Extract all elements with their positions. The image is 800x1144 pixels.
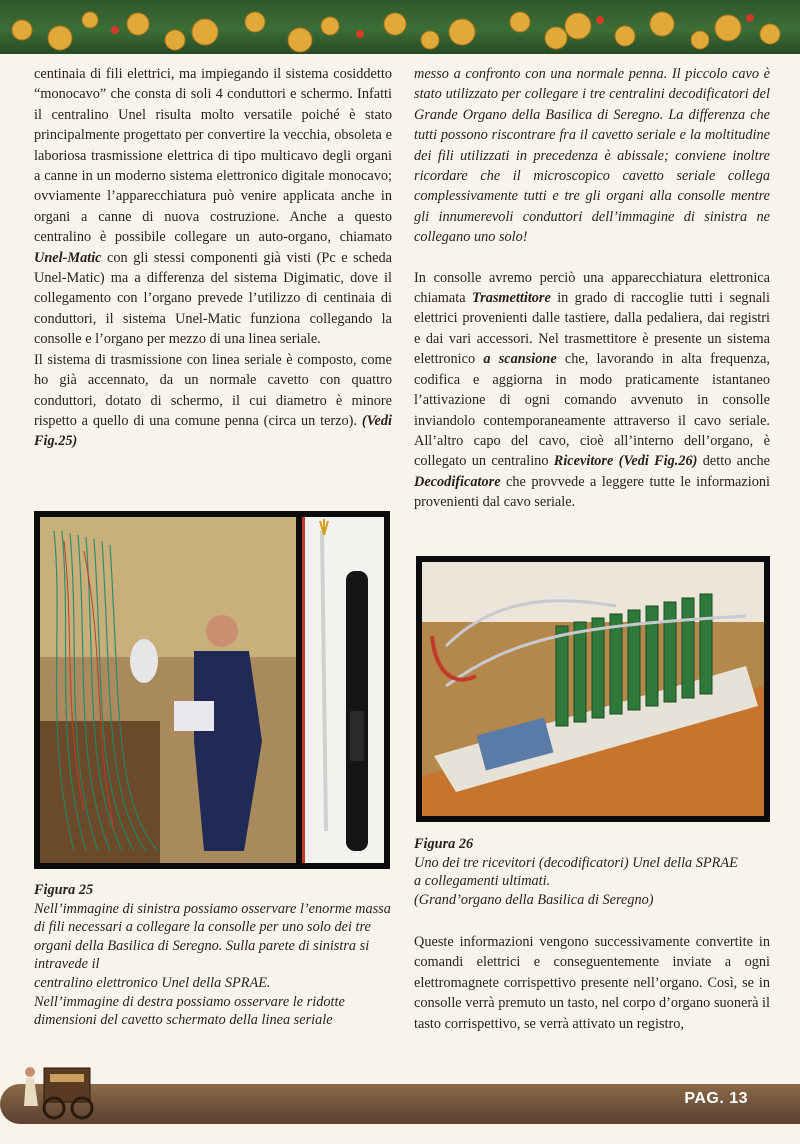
organ-carriage-icon (14, 1054, 98, 1122)
paragraph-conversion: Queste informazioni vengono successivamente convertite in comandi elettrici e conseguentemente inviate a ogni elettromagnete corrispettivo presente nell’organo. Così, se in consolle verrà premuto un tasto, nel corpo d’organo suonerà il tasto corrispettivo, se verrà attivato un registro, (414, 934, 770, 1032)
figure26-photo-illustration (416, 556, 770, 822)
figure26-caption-line: (Grand’organo della Basilica di Seregno) (414, 891, 654, 908)
figure26-caption-line: Uno dei tre ricevitori (decodificatori) Unel della SPRAE (414, 854, 738, 871)
figure25-title: Figura 25 (34, 882, 94, 898)
paragraph-transmitter: In consolle avremo perciò una apparecchiatura elettronica chiamata Trasmettitore in grado di raccoglie tutti i segnali elettrici provenienti dalle tastiere, dalla pedaliera, dai registri e dai vari accessori. Nel trasmettitore è presente un sistema elettronico a scansione che, lavorando in alta frequenza, codifica e aggiorna in modo praticamente istantaneo l’attivazione di ogni comando avvenuto in consolle inviandolo contemporaneamente attraverso il cavo seriale. All’altro capo del cavo, cioè all’interno dell’organo, è collegato un centralino Ricevitore (Vedi Fig.26) detto anche Decodificatore che provvede a leggere tutte le informazioni provenienti dal cavo seriale. (414, 269, 771, 511)
figure25-photo (34, 511, 390, 869)
figure25-caption-continued: messo a confronto con una normale penna. Il piccolo cavo è stato utilizzato per collegare i tre centralini decodificatori del Grande Organo della Basilica di Seregno. La differenza che tutti possono riscontrare fra il cavetto seriale e la moltitudine dei fili utilizzati in precedenza è abissale; conviene inoltre ricordare che il microscopico cavetto seriale collega complessivamente tutti e tre gli organi alla consolle mentre gli innumerevoli conduttori dell’immagine di sinistra ne collegano uno solo! (414, 66, 770, 246)
paragraph-serial-line: Il sistema di trasmissione con linea seriale è composto, come ho già accennato, da un normale cavetto con quattro conduttori, dotato di schermo, il cui diametro è minore rispetto a quello di una comune penna (circa un terzo). (Vedi Fig.25) (34, 351, 392, 450)
figure26-caption-line: a collegamenti ultimati. (414, 873, 551, 890)
figure25-caption-line: Nell’immagine di sinistra possiamo osservare l’enorme massa di fili necessari a collegare la consolle per uno solo dei tre organi della Basilica di Seregno. Sulla parete di sinistra si intravede il (34, 900, 391, 973)
term-ricevitore: Ricevitore (Vedi Fig.26) (553, 453, 698, 470)
page-number: PAG. 13 (684, 1090, 748, 1107)
figure25-caption-line: Nell’immagine di destra possiamo osservare le ridotte dimensioni del cavetto schermato della linea seriale (34, 993, 345, 1029)
right-text-column (414, 64, 770, 513)
term-unel-matic: Unel-Matic (34, 249, 102, 266)
term-trasmettitore: Trasmettitore (471, 290, 551, 307)
figure25-caption (34, 881, 394, 1030)
right-text-bottom (414, 932, 770, 1034)
paragraph-unel-intro: centinaia di fili elettrici, ma impiegando il sistema cosiddetto “monocavo” che consta di soli 4 conduttori e schermo. Infatti il centralino Unel risulta molto versatile poiché è stato principalmente progettato per convertire la vecchia, obsoleta e laboriosa trasmissione elettrica di tipo multicavo degli organi a canne in un moderno sistema elettronico digitale monocavo; ovviamente l’apparecchiatura può venire applicata anche in organi a canne di nuova costruzione. Anche a questo centralino è possibile collegare un auto-organo, chiamato Unel-Matic con gli stessi componenti già visti (Pc e scheda Unel-Matic) ma a differenza del sistema Digimatic, dove il collegamento con l’organo prevede l’utilizzo di centinaia di conduttori, il sistema Unel-Matic funziona collegando la consolle e l’organo per mezzo di una linea seriale. (34, 66, 392, 348)
figure26-title: Figura 26 (414, 836, 474, 852)
fig25-reference: (Vedi Fig.25) (34, 412, 392, 450)
garland-ornaments (0, 0, 800, 54)
figure25-caption-line: centralino elettronico Unel della SPRAE. (34, 974, 271, 991)
figure26-photo (416, 556, 770, 822)
figure25-photo-illustration (34, 511, 390, 869)
term-decodificatore: Decodificatore (414, 473, 501, 490)
left-text-column (34, 64, 392, 452)
figure26-caption (414, 835, 774, 909)
christmas-garland-banner (0, 0, 800, 54)
term-scansione: a scansione (483, 351, 557, 368)
footer-bar (0, 1084, 800, 1124)
